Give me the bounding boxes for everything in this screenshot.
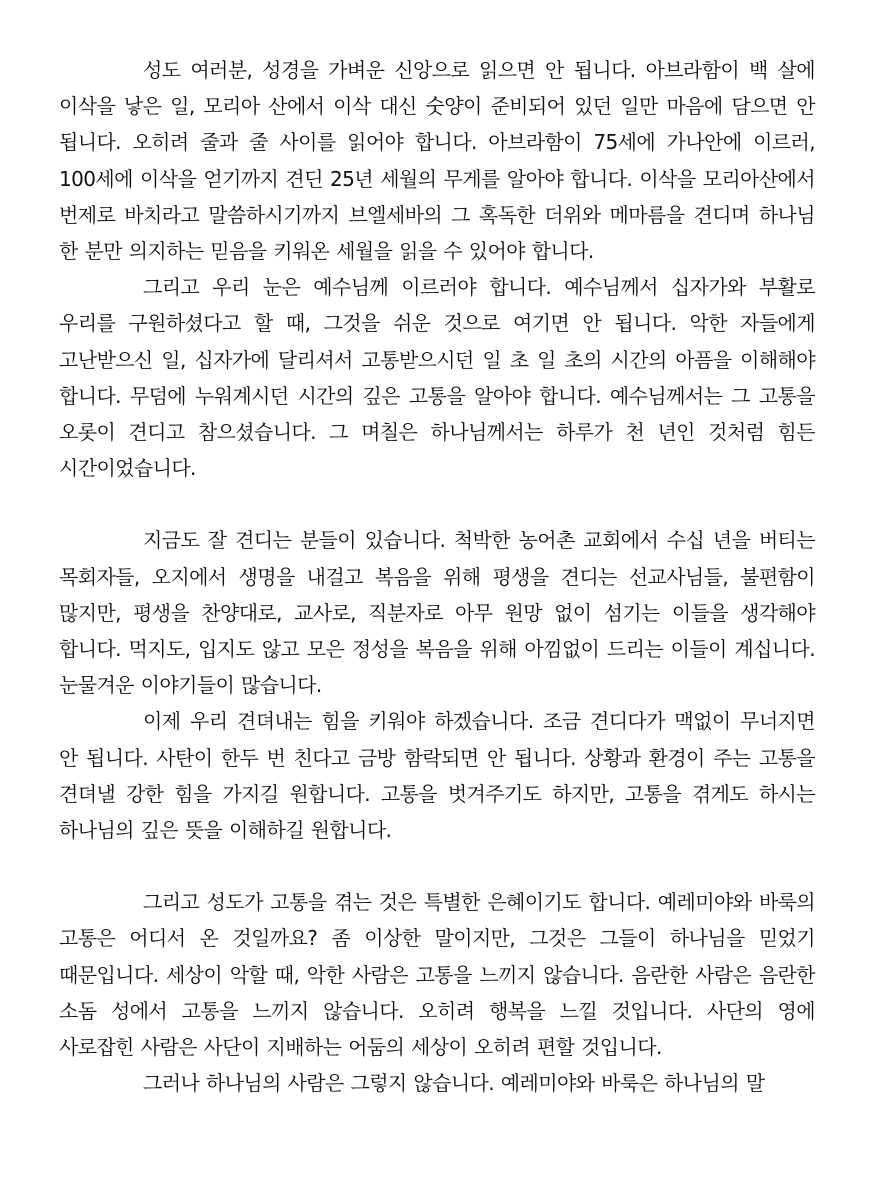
paragraph-3: 지금도 잘 견디는 분들이 있습니다. 척박한 농어촌 교회에서 수십 년을 버티는 목회자들, 오지에서 생명을 내걸고 복음을 위해 평생을 견디는 선교사님들, 불편함이 많지만, 평생을 찬양대로, 교사로, 직분자로 아무 원망 없이 섬기는 이들을 생각해야 합니다. 먹지도, 입지도 않고 모은 정성을 복음을 위해 아낌없이 드리는 이들이 계십니다. 눈물겨운 이야기들이 많습니다.: [59, 528, 815, 698]
paragraph-6: 그러나 하나님의 사람은 그렇지 않습니다. 예레미야와 바룩은 하나님의 말: [143, 1071, 765, 1096]
paragraph-1: 성도 여러분, 성경을 가벼운 신앙으로 읽으면 안 됩니다. 아브라함이 백 살에 이삭을 낳은 일, 모리아 산에서 이삭 대신 숫양이 준비되어 있던 일만 마음에 담으면 안 됩니다. 오히려 줄과 줄 사이를 읽어야 합니다. 아브라함이 75세에 가나안에 이르러, 100세에 이삭을 얻기까지 견딘 25년 세월의 무게를 알아야 합니다. 이삭을 모리아산에서 번제로 바치라고 말씀하시기까지 브엘세바의 그 혹독한 더위와 메마름을 견디며 하나님 한 분만 의지하는 믿음을 키워온 세월을 읽을 수 있어야 합니다.: [59, 58, 815, 264]
paragraph-5: 그리고 성도가 고통을 겪는 것은 특별한 은혜이기도 합니다. 예레미야와 바룩의 고통은 어디서 온 것일까요? 좀 이상한 말이지만, 그것은 그들이 하나님을 믿었기 때문입니다. 세상이 악할 때, 악한 사람은 고통을 느끼지 않습니다. 음란한 사람은 음란한 소돔 성에서 고통을 느끼지 않습니다. 오히려 행복을 느낄 것입니다. 사단의 영에 사로잡힌 사람은 사단이 지배하는 어둠의 세상이 오히려 편할 것입니다.: [59, 890, 815, 1060]
document-page: [59, 52, 815, 1101]
paragraph-2: 그리고 우리 눈은 예수님께 이르러야 합니다. 예수님께서 십자가와 부활로 우리를 구원하셨다고 할 때, 그것을 쉬운 것으로 여기면 안 됩니다. 악한 자들에게 고난받으신 일, 십자가에 달리셔서 고통받으시던 일 초 일 초의 시간의 아픔을 이해해야 합니다. 무덤에 누워계시던 시간의 깊은 고통을 알아야 합니다. 예수님께서는 그 고통을 오롯이 견디고 참으셨습니다. 그 며칠은 하나님께서는 하루가 천 년인 것처럼 힘든 시간이었습니다.: [59, 275, 815, 481]
paragraph-gap: [59, 848, 815, 884]
paragraph-gap: [59, 486, 815, 522]
paragraph-4: 이제 우리 견뎌내는 힘을 키워야 하겠습니다. 조금 견디다가 맥없이 무너지면 안 됩니다. 사탄이 한두 번 친다고 금방 함락되면 안 됩니다. 상황과 환경이 주는 고통을 견뎌낼 강한 힘을 가지길 원합니다. 고통을 벗겨주기도 하지만, 고통을 겪게도 하시는 하나님의 깊은 뜻을 이해하길 원합니다.: [59, 709, 815, 843]
